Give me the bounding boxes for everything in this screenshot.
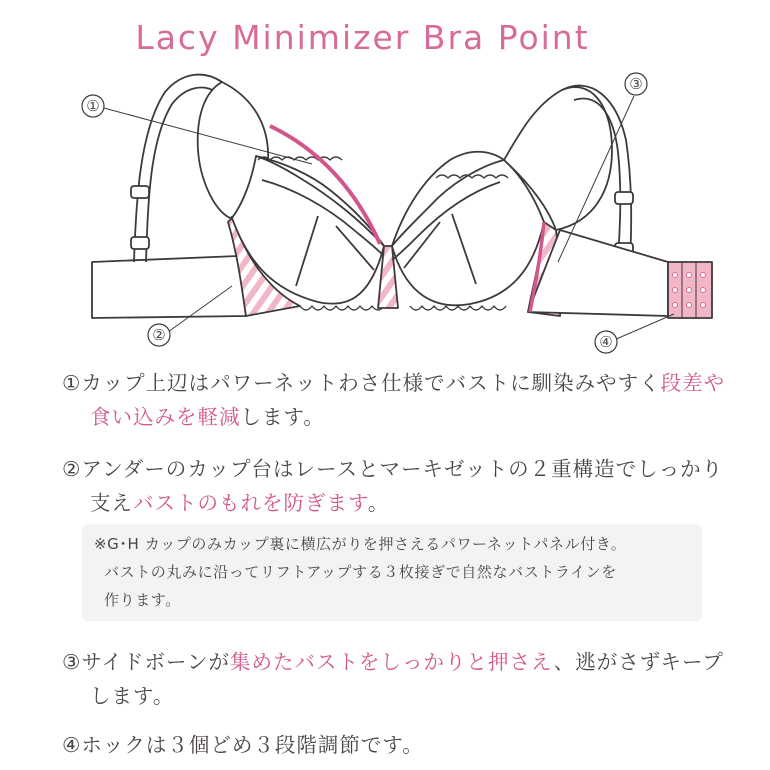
point-4-text: ホックは３個どめ３段階調節です。 xyxy=(81,733,424,757)
point-3-text: サイドボーンが xyxy=(81,650,231,674)
left-lace xyxy=(258,157,342,160)
point-1 xyxy=(62,366,727,434)
point-3-text-end: 、逃がさずキープします。 xyxy=(90,650,724,708)
point-2-number: ② xyxy=(62,457,82,481)
right-strap-adjuster xyxy=(615,192,633,204)
point-3-highlight: 集めたバストをしっかりと押さえ xyxy=(230,650,554,674)
note-line-3: 作ります。 xyxy=(104,591,181,609)
point-4-number: ④ xyxy=(62,733,82,757)
point-2-text-end: 。 xyxy=(367,491,390,515)
point-2 xyxy=(62,452,727,520)
point-1-highlight: 段差や食い込みを軽減 xyxy=(90,371,726,429)
note-line-2: バストの丸みに沿ってリフトアップする３枚接ぎで自然なバストラインを xyxy=(104,563,617,581)
callout-2-label: ② xyxy=(152,326,166,344)
point-4 xyxy=(62,728,727,762)
point-1-text-end: します。 xyxy=(240,405,325,429)
callout-4-label: ④ xyxy=(599,333,613,351)
point-2-highlight: バストのもれを防ぎます xyxy=(133,491,368,515)
callout-3-label: ③ xyxy=(629,75,643,93)
point-2-text: アンダーのカップ台はレースとマーキゼットの２重構造でしっかり支え xyxy=(81,457,724,515)
page-title: Lacy Minimizer Bra Point xyxy=(135,18,590,57)
note-line-1: ※G･H カップのみカップ裏に横広がりを押さえるパワーネットパネル付き。 xyxy=(94,535,627,553)
point-1-number: ① xyxy=(62,371,82,395)
point-3-number: ③ xyxy=(62,650,82,674)
left-band xyxy=(92,256,246,318)
point-3 xyxy=(62,645,727,713)
point-1-text: カップ上辺はパワーネットわさ仕様でバストに馴染みやすく xyxy=(81,371,661,395)
note-box xyxy=(82,524,702,621)
callout-1-label: ① xyxy=(86,97,100,115)
left-strap-adjuster xyxy=(131,186,149,198)
bra-diagram xyxy=(0,0,770,360)
